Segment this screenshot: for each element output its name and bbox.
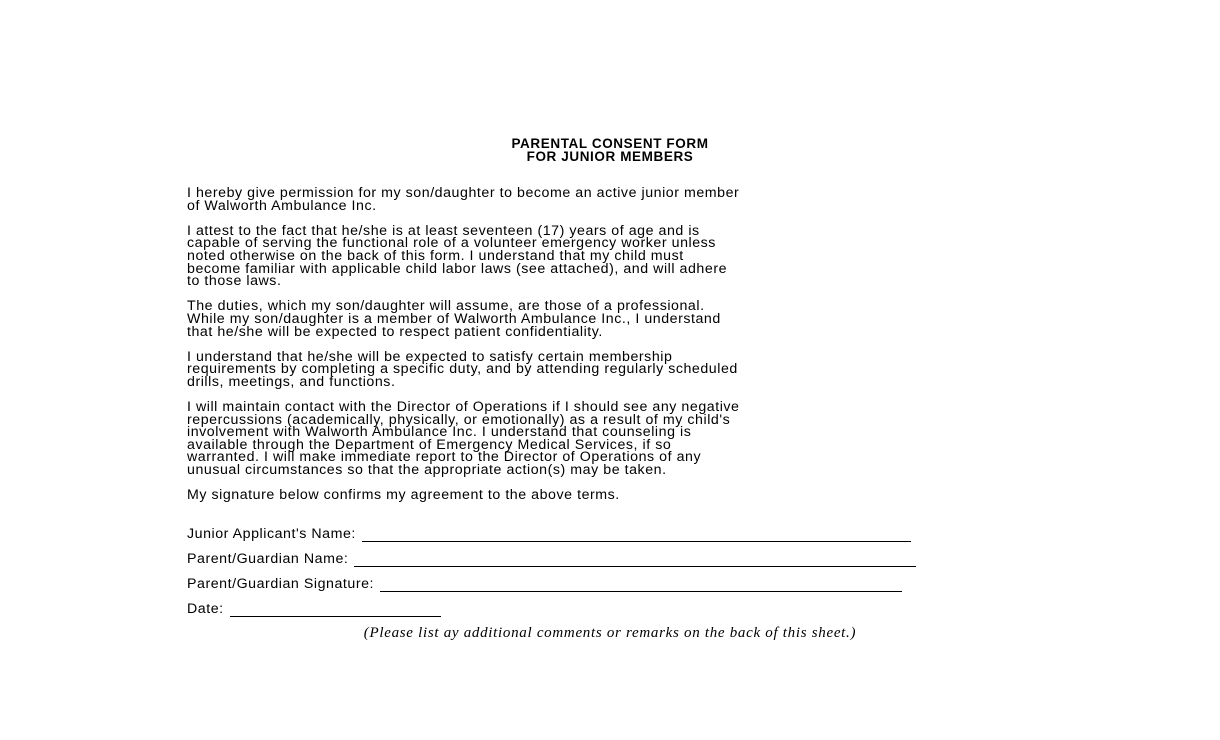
date-label: Date: xyxy=(187,601,224,617)
age-attestation-paragraph: I attest to the fact that he/she is at least seventeen (17) years of age and is capable of serving the functional role of a volunteer emergency worker unless noted otherwise on the back of this form. I understand that my child must become familiar with applicable child labor laws (see attached), and will adhere to those laws. xyxy=(187,222,728,290)
parent-name-field xyxy=(187,551,916,567)
consent-body xyxy=(187,187,1047,514)
parent-signature-label: Parent/Guardian Signature: xyxy=(187,576,375,592)
permission-paragraph: I hereby give permission for my son/daughter to become an active junior member of Walworth Ambulance Inc. xyxy=(187,185,740,214)
date-input-line[interactable] xyxy=(230,602,441,617)
junior-name-label: Junior Applicant's Name: xyxy=(187,526,356,542)
form-title-line2: FOR JUNIOR MEMBERS xyxy=(526,149,694,164)
junior-name-field xyxy=(187,526,911,542)
junior-name-input-line[interactable] xyxy=(362,527,911,542)
duties-paragraph: The duties, which my son/daughter will assume, are those of a professional. While my son/daughter is a member of Walworth Ambulance Inc., I understand that he/she will be expected to respect patient confidentiality. xyxy=(187,298,721,340)
parent-name-label: Parent/Guardian Name: xyxy=(187,551,349,567)
form-title xyxy=(0,137,1220,163)
additional-comments-note: (Please list ay additional comments or remarks on the back of this sheet.) xyxy=(363,625,857,641)
signature-confirmation-paragraph: My signature below confirms my agreement to the above terms. xyxy=(187,487,620,504)
requirements-paragraph: I understand that he/she will be expected to satisfy certain membership requirements by completing a specific duty, and by attending regularly scheduled drills, meetings, and functions. xyxy=(187,348,738,390)
form-title-line1: PARENTAL CONSENT FORM xyxy=(511,136,709,151)
parent-signature-field xyxy=(187,576,902,592)
parent-name-input-line[interactable] xyxy=(354,552,916,567)
parent-signature-input-line[interactable] xyxy=(380,577,902,592)
date-field xyxy=(187,601,441,617)
contact-paragraph: I will maintain contact with the Director of Operations if I should see any negative repercussions (academically, physically, or emotionally) as a result of my child's involvement with Walworth Ambulance Inc. I understand that counseling is available through the Department of Emergency Medical Services, if so warranted. I will make immediate report to the Director of Operations of any unusual circumstances so that the appropriate action(s) may be taken. xyxy=(187,399,740,479)
